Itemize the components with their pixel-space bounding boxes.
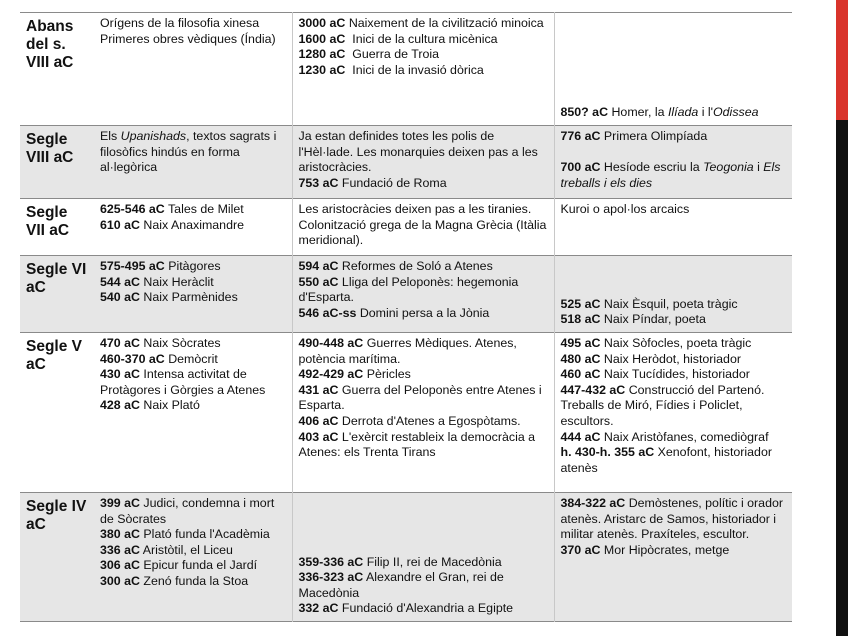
list-item: 380 aC Plató funda l'Acadèmia [100,527,270,542]
list-item: 625-546 aC Tales de Milet [100,202,244,216]
year-label: 546 aC-ss [298,305,357,320]
year-label: 428 aC [100,398,140,413]
year-label: 753 aC [298,175,339,190]
year-label: 336 aC [100,542,140,557]
year-label: 370 aC [560,542,601,557]
period-cell: Abans del s. VIII aC [26,18,74,71]
list-item: 336 aC Aristòtil, el Liceu [100,542,233,557]
list-item: Ja estan definides totes les polis de l'Hèl·lade. Les monarquies deixen pas a les aristocràcies. [298,129,538,175]
year-label: 518 aC [560,312,601,327]
culture-cell [554,256,792,333]
list-item: 550 aC Lliga del Peloponès: hegemonia d'Esparta. [298,274,519,305]
list-item: 359-336 aC Filip II, rei de Macedònia [298,554,502,569]
table-row [20,13,792,126]
year-label: 610 aC [100,217,140,232]
list-item: 384-322 aC Demòstenes, polític i orador atenès. Aristarc de Samos, historiador i militar atenès. Praxíteles, escultor. [560,496,783,542]
period-cell: Segle VIII aC [20,126,94,199]
slide-edge-accent [836,0,848,120]
table-row [20,333,792,493]
year-label: 336-323 aC [298,570,364,585]
year-label: 700 aC [560,160,601,175]
culture-cell [554,126,792,199]
year-label: 306 aC [100,558,140,573]
year-label: 544 aC [100,274,140,289]
list-item: 447-432 aC Construcció del Partenó. Treballs de Miró, Fídies i Policlet, escultors. [560,382,765,428]
list-item: 492-429 aC Pèricles [298,367,411,382]
year-label: 850? aC [560,105,609,120]
philosophy-cell [94,493,292,622]
list-item: Els Upanishads, textos sagrats i filosòfics hindús en forma al·legòrica [100,129,277,175]
year-label: 399 aC [100,496,140,510]
table-row [20,256,792,333]
year-label: 575-495 aC [100,259,165,273]
culture-cell [554,13,792,126]
philosophy-cell [94,13,292,126]
year-label: 1600 aC [298,31,346,46]
year-label: 430 aC [100,367,140,382]
list-item: 495 aC Naix Sòfocles, poeta tràgic [560,336,752,350]
history-cell [292,126,554,199]
history-cell [292,493,554,622]
list-item: 430 aC Intensa activitat de Protàgores i Gòrgies a Atenes [100,367,266,397]
list-item: 3000 aC Naixement de la civilització minoica [298,16,544,30]
philosophy-cell [94,199,292,256]
year-label: 492-429 aC [298,367,364,382]
philosophy-cell [94,333,292,493]
list-item: 610 aC Naix Anaximandre [100,217,244,232]
year-label: 460 aC [560,367,601,382]
history-cell [292,199,554,256]
year-label: 1280 aC [298,47,346,62]
list-item: 525 aC Naix Èsquil, poeta tràgic [560,296,738,311]
list-item: 753 aC Fundació de Roma [298,175,447,190]
list-item: 300 aC Zenó funda la Stoa [100,573,249,588]
list-item: 460-370 aC Demòcrit [100,351,218,366]
history-cell [292,256,554,333]
list-item: 776 aC Primera Olimpíada [560,129,708,143]
year-label: 444 aC [560,429,601,444]
year-label: 447-432 aC [560,382,626,397]
table-row [20,493,792,622]
list-item: 306 aC Epicur funda el Jardí [100,558,258,573]
table-row [20,126,792,199]
period-cell: Segle VII aC [26,204,70,239]
period-cell: Segle VI aC [20,256,94,333]
list-item: 1600 aC Inici de la cultura micènica [298,31,498,46]
philosophy-cell [94,126,292,199]
list-item: 700 aC Hesíode escriu la Teogonia i Els treballs i els dies [560,160,781,190]
list-item: Kuroi o apol·los arcaics [560,202,690,216]
year-label: 540 aC [100,290,140,305]
year-label: 594 aC [298,259,339,273]
year-label: 1230 aC [298,62,346,77]
list-item: 332 aC Fundació d'Alexandria a Egipte [298,601,514,616]
list-item: 850? aC Homer, la Ilíada i l'Odissea [560,105,759,120]
year-label: 480 aC [560,351,601,366]
list-item: 518 aC Naix Píndar, poeta [560,312,706,327]
list-item: Primeres obres vèdiques (Índia) [100,31,276,46]
list-item: 470 aC Naix Sòcrates [100,336,221,350]
list-item: 406 aC Derrota d'Atenes a Egospòtams. [298,413,521,428]
year-label: 625-546 aC [100,202,165,216]
list-item: Orígens de la filosofia xinesa [100,16,260,30]
timeline-table [20,12,792,622]
list-item: 460 aC Naix Tucídides, historiador [560,367,750,382]
list-item: 540 aC Naix Parmènides [100,290,238,305]
list-item: 428 aC Naix Plató [100,398,200,413]
year-label: 550 aC [298,274,339,289]
period-cell: Segle IV aC [20,493,94,622]
year-label: 406 aC [298,413,339,428]
culture-cell [554,199,792,256]
list-item: 480 aC Naix Heròdot, historiador [560,351,741,366]
year-label: h. 430-h. 355 aC [560,445,655,460]
history-cell [292,333,554,493]
list-item: 594 aC Reformes de Soló a Atenes [298,259,493,273]
year-label: 490-448 aC [298,336,364,350]
year-label: 300 aC [100,573,140,588]
year-label: 384-322 aC [560,496,626,510]
year-label: 3000 aC [298,16,346,30]
culture-cell [554,493,792,622]
list-item: 1280 aC Guerra de Troia [298,47,440,62]
list-item: 546 aC-ss Domini persa a la Jònia [298,305,490,320]
list-item: 399 aC Judici, condemna i mort de Sòcrates [100,496,275,526]
list-item: 403 aC L'exèrcit restableix la democràcia a Atenes: els Trenta Tirans [298,429,536,460]
list-item: Les aristocràcies deixen pas a les tiranies. Colonització grega de la Magna Grècia (Itàlia meridional). [298,202,547,248]
year-label: 380 aC [100,527,140,542]
year-label: 460-370 aC [100,351,165,366]
year-label: 403 aC [298,429,339,444]
culture-cell [554,333,792,493]
philosophy-cell [94,256,292,333]
list-item: 544 aC Naix Heràclit [100,274,214,289]
year-label: 332 aC [298,601,339,616]
year-label: 431 aC [298,382,339,397]
list-item: 370 aC Mor Hipòcrates, metge [560,542,730,557]
list-item: 444 aC Naix Aristòfanes, comediògraf [560,429,769,444]
year-label: 470 aC [100,336,140,350]
year-label: 776 aC [560,129,601,143]
list-item: 490-448 aC Guerres Mèdiques. Atenes, potència marítima. [298,336,517,366]
list-item: h. 430-h. 355 aC Xenofont, historiador atenès [560,445,772,475]
table-row [20,199,792,256]
year-label: 359-336 aC [298,554,364,569]
history-cell [292,13,554,126]
year-label: 495 aC [560,336,601,350]
list-item: 1230 aC Inici de la invasió dòrica [298,62,484,77]
list-item: 575-495 aC Pitàgores [100,259,221,273]
period-cell: Segle V aC [26,338,82,373]
list-item: 336-323 aC Alexandre el Gran, rei de Macedònia [298,570,504,600]
year-label: 525 aC [560,296,601,311]
list-item: 431 aC Guerra del Peloponès entre Atenes i Esparta. [298,382,542,413]
